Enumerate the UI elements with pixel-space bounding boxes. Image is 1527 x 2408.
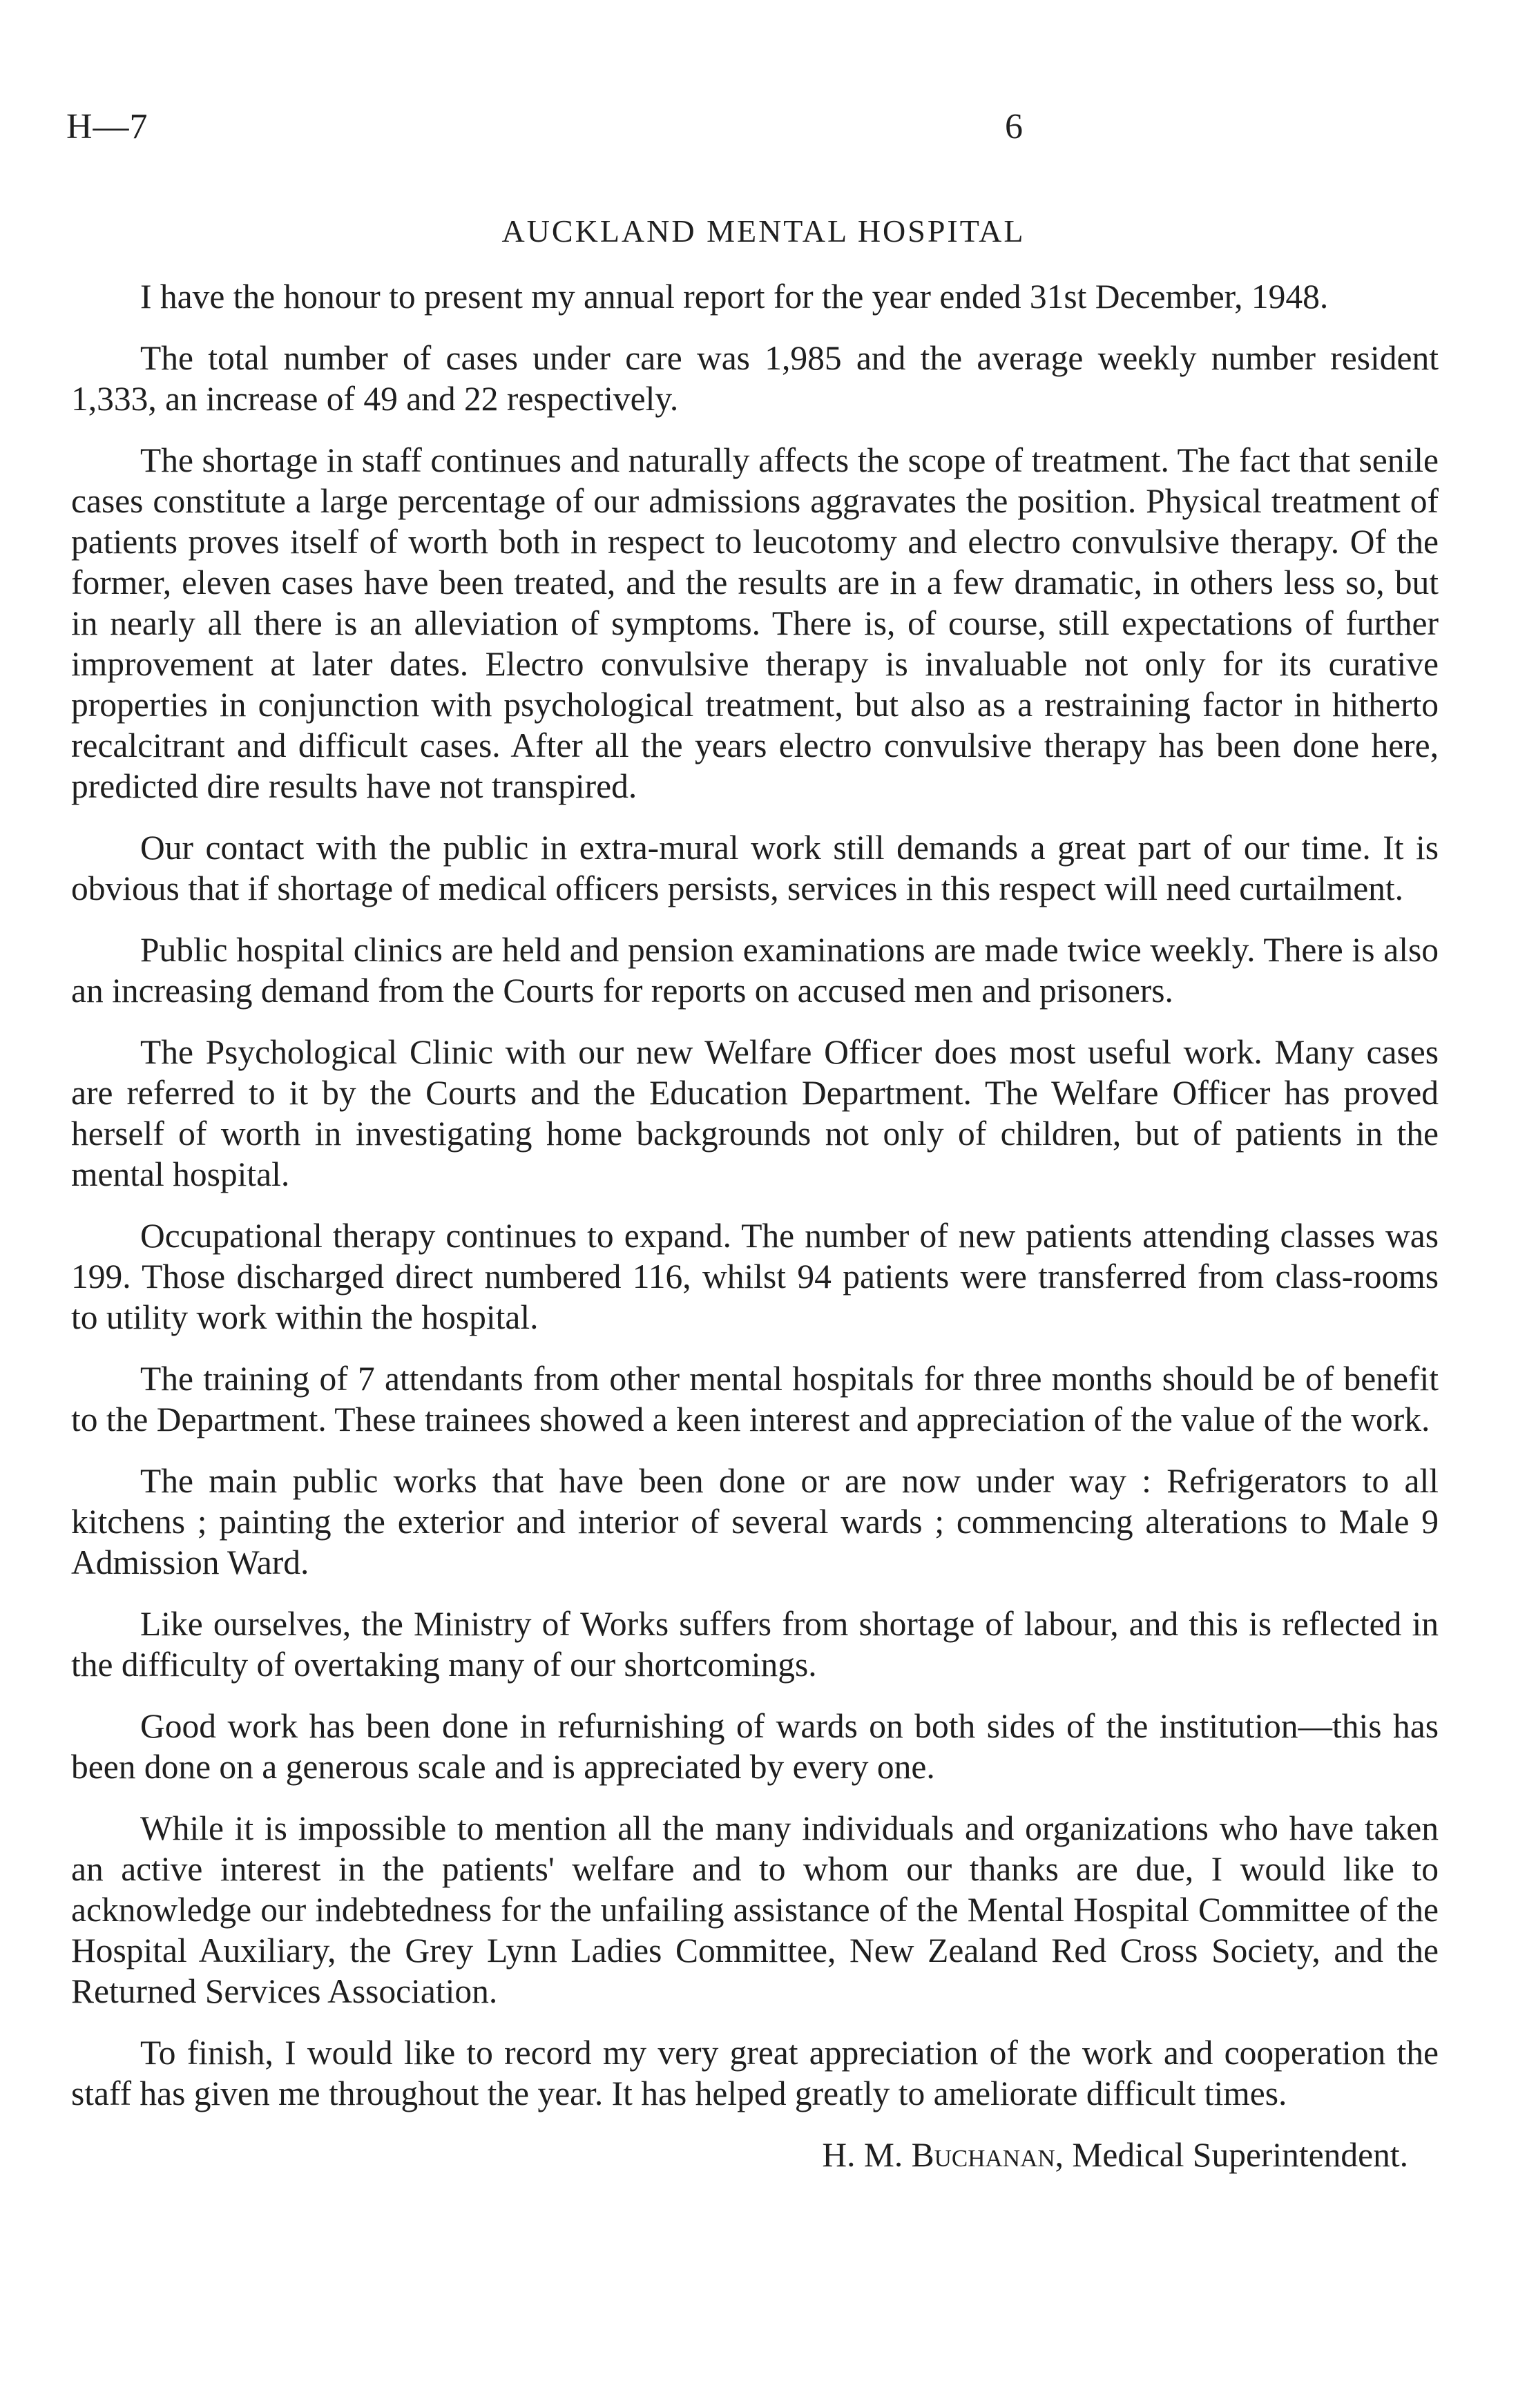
paragraph-cases: The total number of cases under care was 1,985 and the average weekly number resident 1,333, an increase of 49 and 22 respectively.: [71, 339, 1439, 418]
page-number: 6: [1005, 107, 1024, 146]
paragraph-treatment: The shortage in staff continues and naturally affects the scope of treatment. The fact that senile cases constitute a large percentage of our admissions aggravates the position. Physical treatment of patients proves itself of worth both in respect to leucotomy and electro convulsive therapy. Of the former, eleven cases have been treated, and the results are in a few dramatic, in others less so, but in nearly all there is an alleviation of symptoms. There is, of course, still expectations of further improvement at later dates. Electro convulsive therapy is invaluable not only for its curative properties in conjunction with psychological treatment, but also as a restraining factor in hitherto recalcitrant and difficult cases. After all the years electro convulsive therapy has been done here, predicted dire results have not transpired.: [71, 441, 1439, 805]
paragraph-intro: I have the honour to present my annual report for the year ended 31st December, 1948.: [140, 278, 1329, 316]
paragraph-training: The training of 7 attendants from other mental hospitals for three months should be of benefit to the Department. These trainees showed a keen interest and appreciation of the value of the work.: [71, 1360, 1439, 1438]
paragraph-closing: To finish, I would like to record my very great appreciation of the work and cooperation the staff has given me throughout the year. It has helped greatly to ameliorate difficult times.: [71, 2034, 1439, 2112]
signatory-name: H. M. Buchanan: [822, 2136, 1055, 2174]
signature-block: [71, 2135, 1439, 2175]
paragraph-ministry-of-works: Like ourselves, the Ministry of Works suffers from shortage of labour, and this is reflected in the difficulty of overtaking many of our shortcomings.: [71, 1605, 1439, 1684]
paragraph-occupational-therapy: Occupational therapy continues to expand. The number of new patients attending classes was 199. Those discharged direct numbered 116, whilst 94 patients were transferred from class-rooms to utility work within the hospital.: [71, 1217, 1439, 1336]
paragraph-public-works: The main public works that have been done or are now under way : Refrigerators to all kitchens ; painting the exterior and interior of several wards ; commencing alterations to Male 9 Admission Ward.: [71, 1462, 1439, 1581]
signatory-title: , Medical Superintendent.: [1055, 2136, 1408, 2174]
paragraph-refurnishing: Good work has been done in refurnishing of wards on both sides of the institution—this has been done on a generous scale and is appreciated by every one.: [71, 1707, 1439, 1786]
report-body: [71, 276, 1439, 2175]
paragraph-acknowledgements: While it is impossible to mention all the many individuals and organizations who have taken an active interest in the patients' welfare and to whom our thanks are due, I would like to acknowledge our indebtedness for the unfailing assistance of the Mental Hospital Committee of the Hospital Auxiliary, the Grey Lynn Ladies Committee, New Zealand Red Cross Society, and the Returned Services Association.: [71, 1809, 1439, 2010]
report-title: AUCKLAND MENTAL HOSPITAL: [501, 213, 1026, 249]
paragraph-clinics: Public hospital clinics are held and pension examinations are made twice weekly. There is also an increasing demand from the Courts for reports on accused men and prisoners.: [71, 931, 1439, 1010]
paragraph-extra-mural: Our contact with the public in extra-mural work still demands a great part of our time. It is obvious that if shortage of medical officers persists, services in this respect will need curtailment.: [71, 829, 1439, 907]
series-reference: H—7: [66, 107, 148, 146]
paragraph-psychological-clinic: The Psychological Clinic with our new Welfare Officer does most useful work. Many cases are referred to it by the Courts and the Education Department. The Welfare Officer has proved herself of worth in investigating home backgrounds not only of children, but of patients in the mental hospital.: [71, 1033, 1439, 1193]
